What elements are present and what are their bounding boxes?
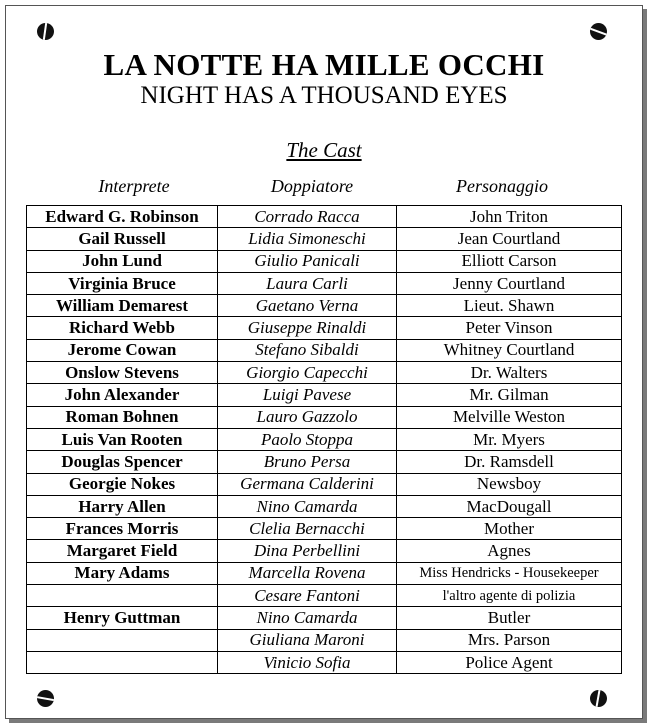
screw-icon xyxy=(590,23,607,40)
table-row xyxy=(27,206,622,228)
dubber-cell: Luigi Pavese xyxy=(218,384,397,406)
actor-cell xyxy=(27,629,218,651)
dubber-cell: Giorgio Capecchi xyxy=(218,362,397,384)
actor-cell: Roman Bohnen xyxy=(27,406,218,428)
dubber-cell: Lidia Simoneschi xyxy=(218,228,397,250)
role-cell: Elliott Carson xyxy=(397,250,622,272)
table-row xyxy=(27,495,622,517)
dubber-cell: Giuliana Maroni xyxy=(218,629,397,651)
cast-table xyxy=(26,205,622,674)
table-row xyxy=(27,339,622,361)
actor-cell: Virginia Bruce xyxy=(27,272,218,294)
role-cell: Mr. Gilman xyxy=(397,384,622,406)
actor-cell: Edward G. Robinson xyxy=(27,206,218,228)
role-cell: John Triton xyxy=(397,206,622,228)
actor-cell: Jerome Cowan xyxy=(27,339,218,361)
dubber-cell: Giulio Panicali xyxy=(218,250,397,272)
table-row xyxy=(27,250,622,272)
table-row xyxy=(27,362,622,384)
dubber-cell: Germana Calderini xyxy=(218,473,397,495)
role-cell: Dr. Walters xyxy=(397,362,622,384)
table-row xyxy=(27,295,622,317)
table-row xyxy=(27,228,622,250)
table-row xyxy=(27,473,622,495)
screw-icon xyxy=(590,690,607,707)
role-cell: Miss Hendricks - Housekeeper xyxy=(397,562,622,584)
table-row xyxy=(27,518,622,540)
actor-cell: Harry Allen xyxy=(27,495,218,517)
actor-cell: Henry Guttman xyxy=(27,607,218,629)
role-cell: Melville Weston xyxy=(397,406,622,428)
dubber-cell: Marcella Rovena xyxy=(218,562,397,584)
dubber-cell: Dina Perbellini xyxy=(218,540,397,562)
actor-cell: Douglas Spencer xyxy=(27,451,218,473)
actor-cell: Richard Webb xyxy=(27,317,218,339)
screw-icon xyxy=(37,690,54,707)
table-row xyxy=(27,272,622,294)
role-cell: Mother xyxy=(397,518,622,540)
role-cell: Mr. Myers xyxy=(397,428,622,450)
role-cell: Butler xyxy=(397,607,622,629)
table-row xyxy=(27,585,622,607)
dubber-cell: Bruno Persa xyxy=(218,451,397,473)
dubber-cell: Paolo Stoppa xyxy=(218,428,397,450)
role-cell: Agnes xyxy=(397,540,622,562)
dubber-cell: Clelia Bernacchi xyxy=(218,518,397,540)
role-cell: Jean Courtland xyxy=(397,228,622,250)
role-cell: Dr. Ramsdell xyxy=(397,451,622,473)
table-row xyxy=(27,451,622,473)
dubber-cell: Vinicio Sofia xyxy=(218,651,397,673)
dubber-cell: Cesare Fantoni xyxy=(218,585,397,607)
dubber-cell: Stefano Sibaldi xyxy=(218,339,397,361)
column-header-dubber: Doppiatore xyxy=(270,176,354,196)
table-row xyxy=(27,607,622,629)
dubber-cell: Lauro Gazzolo xyxy=(218,406,397,428)
role-cell: Newsboy xyxy=(397,473,622,495)
table-row xyxy=(27,384,622,406)
dubber-cell: Laura Carli xyxy=(218,272,397,294)
role-cell: Mrs. Parson xyxy=(397,629,622,651)
cast-plaque xyxy=(5,5,643,719)
table-row xyxy=(27,428,622,450)
dubber-cell: Nino Camarda xyxy=(218,607,397,629)
title-italian: LA NOTTE HA MILLE OCCHI xyxy=(103,47,545,82)
actor-cell: William Demarest xyxy=(27,295,218,317)
dubber-cell: Nino Camarda xyxy=(218,495,397,517)
role-cell: Lieut. Shawn xyxy=(397,295,622,317)
actor-cell: Gail Russell xyxy=(27,228,218,250)
column-header-performer: Interprete xyxy=(98,176,170,196)
role-cell: Peter Vinson xyxy=(397,317,622,339)
actor-cell: Georgie Nokes xyxy=(27,473,218,495)
role-cell: Police Agent xyxy=(397,651,622,673)
dubber-cell: Giuseppe Rinaldi xyxy=(218,317,397,339)
role-cell: MacDougall xyxy=(397,495,622,517)
role-cell: Whitney Courtland xyxy=(397,339,622,361)
table-row xyxy=(27,540,622,562)
dubber-cell: Gaetano Verna xyxy=(218,295,397,317)
table-row xyxy=(27,317,622,339)
table-row xyxy=(27,629,622,651)
actor-cell: John Lund xyxy=(27,250,218,272)
title-english: NIGHT HAS A THOUSAND EYES xyxy=(140,82,508,109)
table-row xyxy=(27,651,622,673)
actor-cell: Luis Van Rooten xyxy=(27,428,218,450)
actor-cell xyxy=(27,651,218,673)
table-row xyxy=(27,562,622,584)
actor-cell: Margaret Field xyxy=(27,540,218,562)
screw-icon xyxy=(37,23,54,40)
dubber-cell: Corrado Racca xyxy=(218,206,397,228)
actor-cell: John Alexander xyxy=(27,384,218,406)
column-header-character: Personaggio xyxy=(456,176,548,196)
actor-cell: Onslow Stevens xyxy=(27,362,218,384)
role-cell: l'altro agente di polizia xyxy=(397,585,622,607)
actor-cell: Frances Morris xyxy=(27,518,218,540)
actor-cell: Mary Adams xyxy=(27,562,218,584)
role-cell: Jenny Courtland xyxy=(397,272,622,294)
table-row xyxy=(27,406,622,428)
cast-heading: The Cast xyxy=(286,138,362,162)
actor-cell xyxy=(27,585,218,607)
